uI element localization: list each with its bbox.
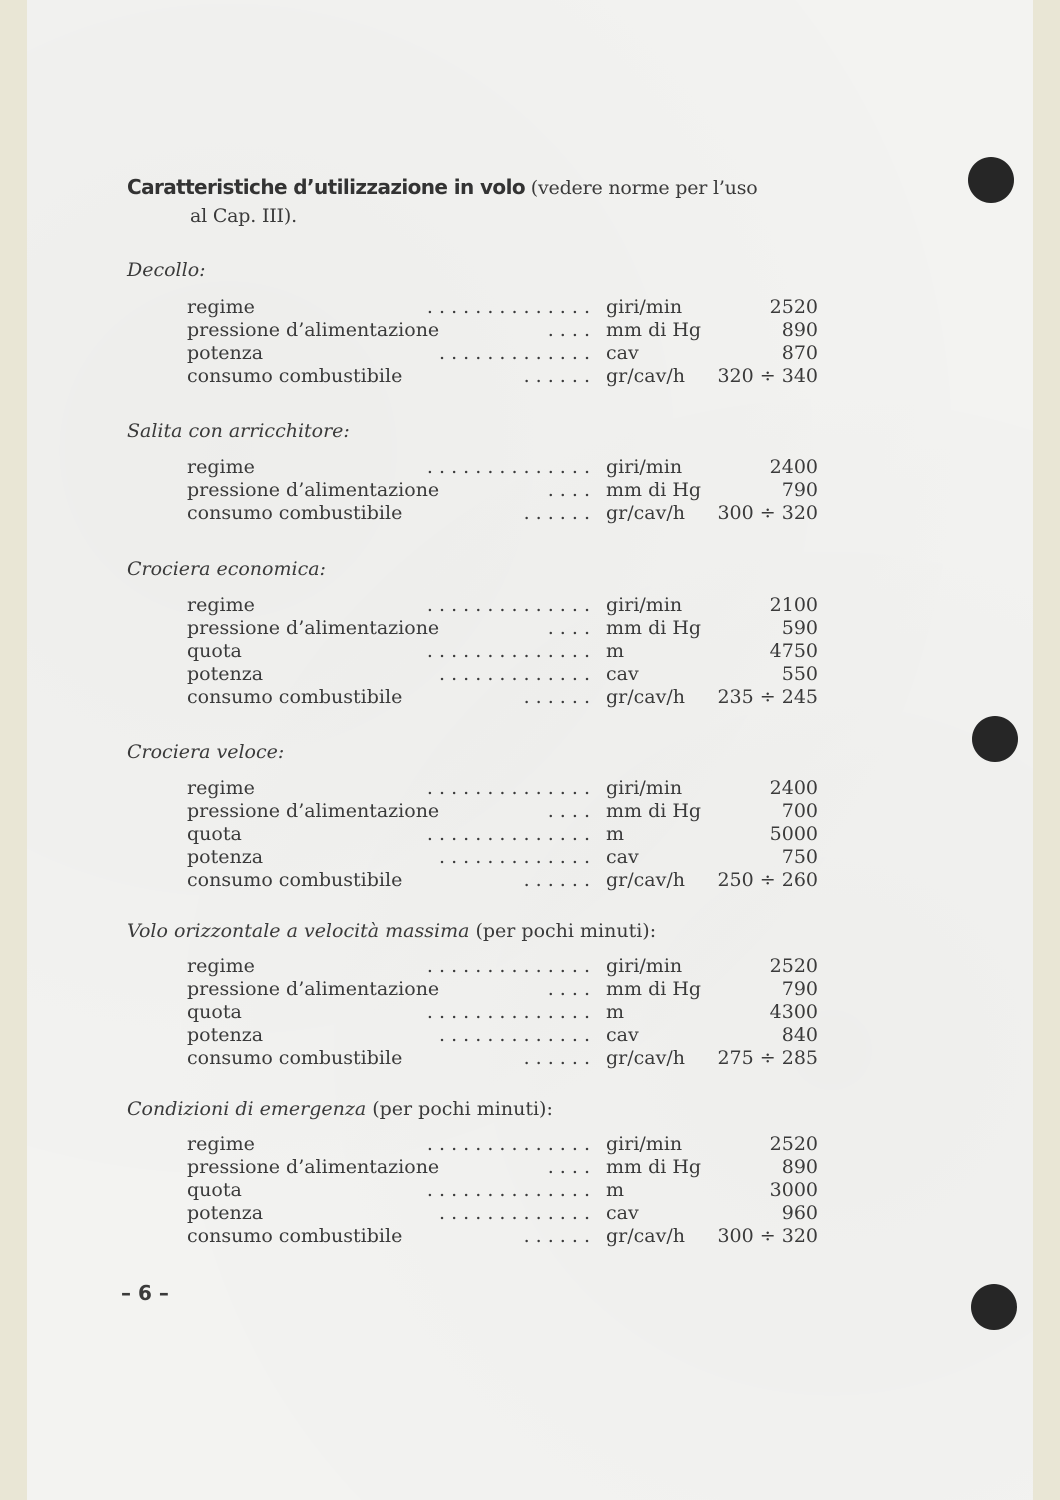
table-row: [187, 1179, 827, 1202]
row-unit: m: [606, 1179, 625, 1201]
table-row: [187, 617, 827, 640]
row-value: 275 ÷ 285: [717, 1047, 818, 1069]
dot-leader: . . . . . . . . . . . . . .: [426, 456, 590, 478]
spec-table-decollo: [187, 296, 827, 388]
table-row: [187, 1156, 827, 1179]
row-value: 2100: [769, 594, 818, 616]
row-label: consumo combustibile: [187, 1047, 403, 1069]
row-label: consumo combustibile: [187, 869, 403, 891]
row-value: 750: [781, 846, 818, 868]
table-row: [187, 823, 827, 846]
section-heading-volo-orizzontale: [127, 920, 656, 942]
table-row: [187, 1047, 827, 1070]
dot-leader: . . . . . . . . . . . . . .: [426, 955, 590, 977]
row-unit: cav: [606, 1024, 639, 1046]
table-row: [187, 594, 827, 617]
row-value: 3000: [769, 1179, 818, 1201]
row-label: potenza: [187, 846, 264, 868]
row-value: 550: [781, 663, 818, 685]
row-unit: gr/cav/h: [606, 1225, 685, 1247]
row-label: pressione d’alimentazione: [187, 1156, 440, 1178]
table-row: [187, 800, 827, 823]
row-label: regime: [187, 777, 255, 799]
spec-table-crociera-economica: [187, 594, 827, 709]
row-value: 300 ÷ 320: [717, 1225, 818, 1247]
table-row: [187, 1024, 827, 1047]
row-value: 890: [781, 1156, 818, 1178]
row-value: 2520: [769, 955, 818, 977]
row-unit: giri/min: [606, 777, 683, 799]
row-value: 960: [781, 1202, 818, 1224]
dot-leader: . . . . . . . . . . . . . .: [426, 1179, 590, 1201]
row-label: pressione d’alimentazione: [187, 479, 440, 501]
section-heading-note: (per pochi minuti):: [366, 1098, 553, 1120]
row-unit: cav: [606, 1202, 639, 1224]
section-heading-crociera-economica: [127, 558, 326, 580]
page-number: – 6 –: [121, 1281, 169, 1305]
section-heading-crociera-veloce: [127, 741, 284, 763]
page-title: [127, 173, 827, 230]
row-value: 2520: [769, 296, 818, 318]
section-heading-text: Crociera economica:: [127, 558, 326, 580]
dot-leader: . . . .: [547, 1156, 590, 1178]
row-value: 2520: [769, 1133, 818, 1155]
spec-table-crociera-veloce: [187, 777, 827, 892]
spec-table-salita: [187, 456, 827, 525]
row-label: pressione d’alimentazione: [187, 978, 440, 1000]
row-value: 250 ÷ 260: [717, 869, 818, 891]
row-label: consumo combustibile: [187, 502, 403, 524]
dot-leader: . . . . . . . . . . . . .: [439, 342, 590, 364]
dot-leader: . . . . . . . . . . . . . .: [426, 594, 590, 616]
dot-leader: . . . .: [547, 479, 590, 501]
row-unit: mm di Hg: [606, 978, 702, 1000]
table-row: [187, 296, 827, 319]
section-heading-salita: [127, 420, 350, 442]
table-row: [187, 663, 827, 686]
section-heading-text: Salita con arricchitore:: [127, 420, 350, 442]
binder-hole-top-icon: [968, 157, 1014, 203]
row-unit: gr/cav/h: [606, 869, 685, 891]
row-label: potenza: [187, 342, 264, 364]
row-unit: cav: [606, 846, 639, 868]
row-unit: mm di Hg: [606, 617, 702, 639]
section-heading-note: (per pochi minuti):: [469, 920, 657, 942]
row-unit: m: [606, 640, 625, 662]
dot-leader: . . . .: [547, 978, 590, 1000]
section-heading-text: Condizioni di emergenza: [127, 1098, 367, 1120]
row-label: consumo combustibile: [187, 1225, 403, 1247]
table-row: [187, 955, 827, 978]
dot-leader: . . . . . . . . . . . . .: [439, 846, 590, 868]
dot-leader: . . . . . .: [523, 1047, 590, 1069]
row-label: potenza: [187, 1024, 264, 1046]
row-label: pressione d’alimentazione: [187, 800, 440, 822]
table-row: [187, 686, 827, 709]
spec-table-emergenza: [187, 1133, 827, 1248]
row-label: quota: [187, 1001, 242, 1023]
row-label: potenza: [187, 1202, 264, 1224]
row-unit: mm di Hg: [606, 479, 702, 501]
row-label: pressione d’alimentazione: [187, 617, 440, 639]
dot-leader: . . . . . . . . . . . . . .: [426, 777, 590, 799]
table-row: [187, 1133, 827, 1156]
row-unit: cav: [606, 342, 639, 364]
dot-leader: . . . . . . . . . . . . .: [439, 1202, 590, 1224]
spec-table-volo-orizzontale: [187, 955, 827, 1070]
row-value: 2400: [769, 456, 818, 478]
row-unit: cav: [606, 663, 639, 685]
table-row: [187, 456, 827, 479]
dot-leader: . . . . . . . . . . . . . .: [426, 1001, 590, 1023]
dot-leader: . . . . . .: [523, 1225, 590, 1247]
dot-leader: . . . . . . . . . . . . . .: [426, 296, 590, 318]
row-unit: giri/min: [606, 594, 683, 616]
table-row: [187, 869, 827, 892]
dot-leader: . . . . . .: [523, 365, 590, 387]
section-heading-text: Volo orizzontale a velocità massima: [127, 920, 470, 942]
row-value: 320 ÷ 340: [717, 365, 818, 387]
row-label: pressione d’alimentazione: [187, 319, 440, 341]
row-value: 840: [781, 1024, 818, 1046]
title-note: (vedere norme per l’uso: [524, 177, 758, 199]
table-row: [187, 319, 827, 342]
section-heading-emergenza: [127, 1098, 553, 1120]
binder-hole-bottom-icon: [971, 1284, 1017, 1330]
section-heading-text: Crociera veloce:: [127, 741, 285, 763]
row-unit: gr/cav/h: [606, 686, 685, 708]
section-heading-decollo: [127, 259, 206, 281]
row-unit: giri/min: [606, 456, 683, 478]
dot-leader: . . . . . .: [523, 869, 590, 891]
row-unit: mm di Hg: [606, 319, 702, 341]
row-value: 590: [781, 617, 818, 639]
row-unit: gr/cav/h: [606, 1047, 685, 1069]
row-value: 790: [781, 978, 818, 1000]
row-label: consumo combustibile: [187, 365, 403, 387]
row-unit: giri/min: [606, 296, 683, 318]
row-unit: gr/cav/h: [606, 365, 685, 387]
row-label: potenza: [187, 663, 264, 685]
title-line2: al Cap. III).: [190, 205, 297, 227]
dot-leader: . . . .: [547, 617, 590, 639]
table-row: [187, 777, 827, 800]
dot-leader: . . . . . . . . . . . . . .: [426, 1133, 590, 1155]
table-row: [187, 978, 827, 1001]
dot-leader: . . . . . . . . . . . . .: [439, 663, 590, 685]
row-value: 5000: [769, 823, 818, 845]
table-row: [187, 640, 827, 663]
row-label: regime: [187, 296, 255, 318]
row-unit: giri/min: [606, 1133, 683, 1155]
row-value: 890: [781, 319, 818, 341]
table-row: [187, 1001, 827, 1024]
table-row: [187, 342, 827, 365]
row-value: 700: [781, 800, 818, 822]
table-row: [187, 846, 827, 869]
dot-leader: . . . . . .: [523, 502, 590, 524]
title-bold: Caratteristiche d’utilizzazione in volo: [127, 175, 525, 199]
dot-leader: . . . . . .: [523, 686, 590, 708]
row-label: regime: [187, 594, 255, 616]
dot-leader: . . . . . . . . . . . . .: [439, 1024, 590, 1046]
section-heading-text: Decollo:: [127, 259, 206, 281]
dot-leader: . . . .: [547, 319, 590, 341]
table-row: [187, 1225, 827, 1248]
row-unit: m: [606, 1001, 625, 1023]
row-label: regime: [187, 955, 255, 977]
row-label: regime: [187, 456, 255, 478]
row-value: 790: [781, 479, 818, 501]
row-label: quota: [187, 1179, 242, 1201]
row-value: 300 ÷ 320: [717, 502, 818, 524]
table-row: [187, 1202, 827, 1225]
row-value: 2400: [769, 777, 818, 799]
row-unit: mm di Hg: [606, 800, 702, 822]
row-value: 235 ÷ 245: [717, 686, 818, 708]
dot-leader: . . . . . . . . . . . . . .: [426, 823, 590, 845]
row-value: 870: [781, 342, 818, 364]
row-label: quota: [187, 640, 242, 662]
row-unit: giri/min: [606, 955, 683, 977]
dot-leader: . . . . . . . . . . . . . .: [426, 640, 590, 662]
row-value: 4750: [769, 640, 818, 662]
row-unit: mm di Hg: [606, 1156, 702, 1178]
row-value: 4300: [769, 1001, 818, 1023]
row-label: quota: [187, 823, 242, 845]
row-label: regime: [187, 1133, 255, 1155]
row-label: consumo combustibile: [187, 686, 403, 708]
table-row: [187, 502, 827, 525]
row-unit: gr/cav/h: [606, 502, 685, 524]
row-unit: m: [606, 823, 625, 845]
binder-hole-middle-icon: [972, 716, 1018, 762]
table-row: [187, 365, 827, 388]
dot-leader: . . . .: [547, 800, 590, 822]
table-row: [187, 479, 827, 502]
